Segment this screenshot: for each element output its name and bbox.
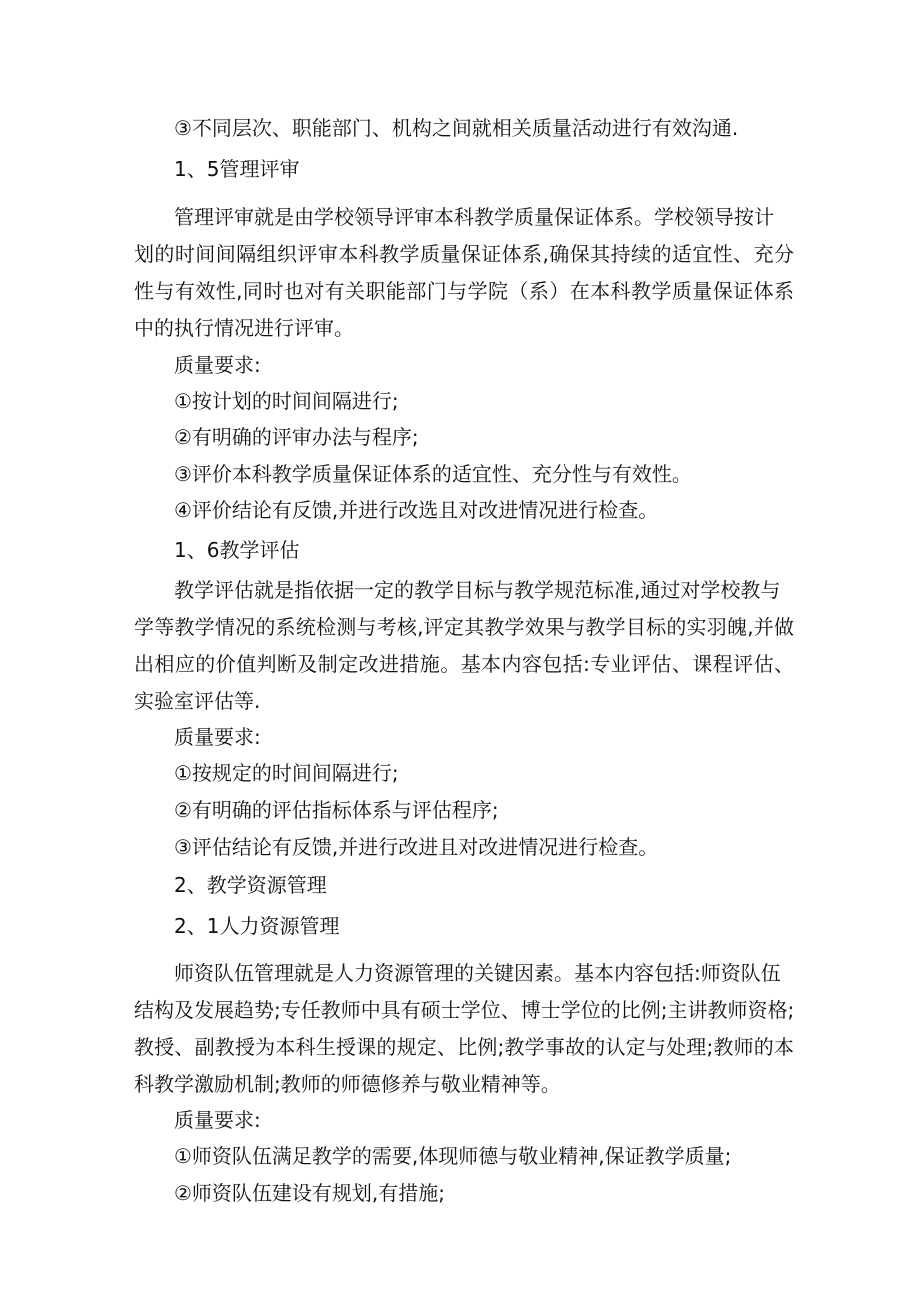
list-item: ③评价本科教学质量保证体系的适宜性、充分性与有效性。 <box>174 462 692 486</box>
paragraph-line: 结构及发展趋势;专任教师中具有硕士学位、博士学位的比例;主讲教师资格; <box>134 998 795 1022</box>
section-heading-2-1: 2、1人力资源管理 <box>174 914 340 938</box>
list-item: ③评估结论有反馈,并进行改进且对改进情况进行检查。 <box>174 835 659 859</box>
section-heading-1-6: 1、6教学评估 <box>174 538 300 562</box>
list-item: ④评价结论有反馈,并进行改选且对改进情况进行检查。 <box>174 498 659 522</box>
list-item: ①师资队伍满足教学的需要,体现师德与敬业精神,保证教学质量; <box>174 1144 732 1168</box>
list-item: ②有明确的评审办法与程序; <box>174 425 419 449</box>
quality-requirements-label: 质量要求: <box>174 725 261 749</box>
item-communication: ③不同层次、职能部门、机构之间就相关质量活动进行有效沟通. <box>174 116 739 140</box>
quality-requirements-label: 质量要求: <box>174 1108 261 1132</box>
paragraph-line: 中的执行情况进行评审。 <box>134 316 354 340</box>
list-item: ①按计划的时间间隔进行; <box>174 389 399 413</box>
section-heading-1-5: 1、5管理评审 <box>174 157 300 181</box>
paragraph-line: 性与有效性,同时也对有关职能部门与学院（系）在本科教学质量保证体系 <box>134 279 794 303</box>
paragraph-line: 学等教学情况的系统检测与考核,评定其教学效果与教学目标的实羽魄,并做 <box>134 615 794 639</box>
quality-requirements-label: 质量要求: <box>174 353 261 377</box>
paragraph-line: 教授、副教授为本科生授课的规定、比例;教学事故的认定与处理;教师的本 <box>134 1035 794 1059</box>
paragraph-line: 师资队伍管理就是人力资源管理的关键因素。基本内容包括:师资队伍 <box>174 961 781 985</box>
paragraph-line: 教学评估就是指依据一定的教学目标与教学规范标准,通过对学校教与 <box>174 578 781 602</box>
paragraph-line: 划的时间间隔组织评审本科教学质量保证体系,确保其持续的适宜性、充分 <box>134 242 794 266</box>
list-item: ①按规定的时间间隔进行; <box>174 761 399 785</box>
paragraph-line: 出相应的价值判断及制定改进措施。基本内容包括:专业评估、课程评估、 <box>134 652 794 676</box>
paragraph-line: 管理评审就是由学校领导评审本科教学质量保证体系。学校领导按计 <box>174 205 774 229</box>
list-item: ②师资队伍建设有规划,有措施; <box>174 1181 446 1205</box>
list-item: ②有明确的评估指标体系与评估程序; <box>174 798 499 822</box>
paragraph-line: 实验室评估等. <box>134 689 261 713</box>
section-heading-2: 2、教学资源管理 <box>174 873 327 897</box>
paragraph-line: 科教学激励机制;教师的师德修养与敬业精神等。 <box>134 1072 561 1096</box>
